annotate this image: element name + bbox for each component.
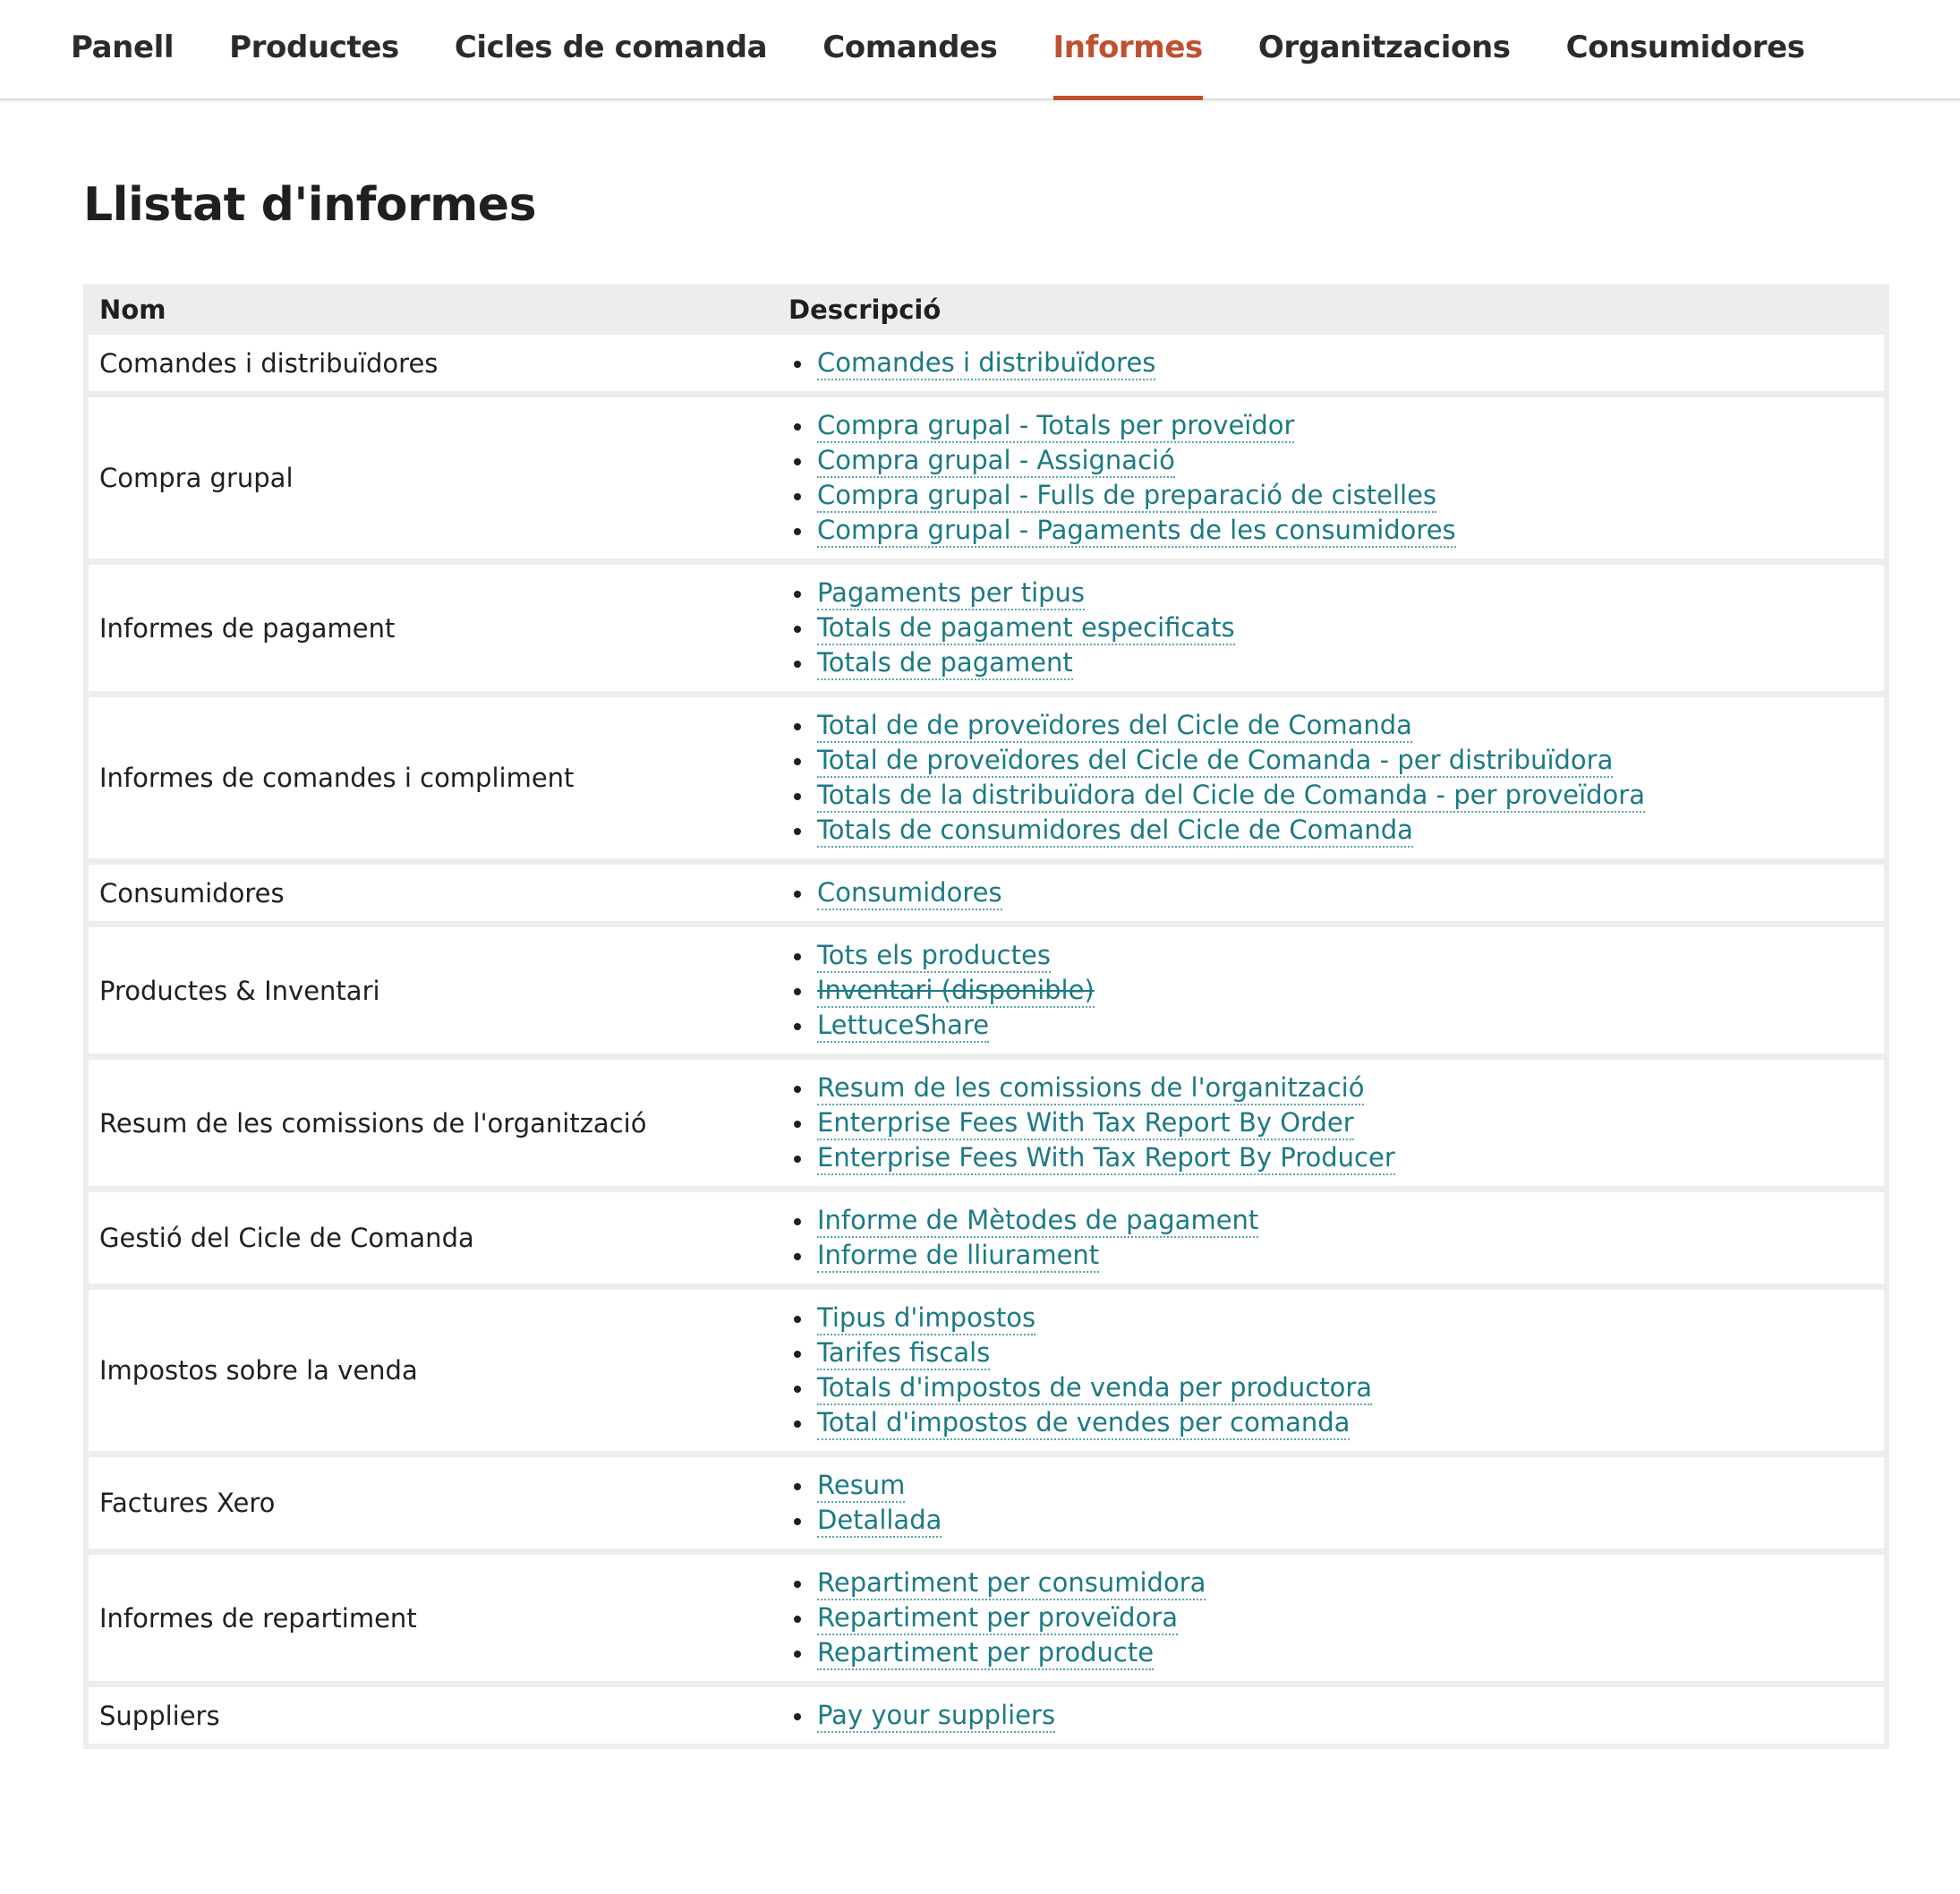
table-row xyxy=(89,1290,1884,1451)
report-link[interactable]: Totals de pagament especificats xyxy=(817,612,1235,645)
report-link[interactable]: Compra grupal - Pagaments de les consumidores xyxy=(817,515,1456,548)
list-item xyxy=(788,1468,1884,1503)
report-link-list xyxy=(788,1698,1884,1733)
report-link-list xyxy=(788,708,1884,848)
report-link[interactable]: Tots els productes xyxy=(817,940,1051,973)
list-item xyxy=(788,778,1884,813)
report-link-list xyxy=(788,875,1884,910)
list-item xyxy=(788,610,1884,645)
report-link[interactable]: Consumidores xyxy=(817,877,1002,910)
report-link[interactable]: Repartiment per proveïdora xyxy=(817,1602,1178,1635)
report-category-name: Compra grupal xyxy=(99,463,294,493)
report-link[interactable]: Comandes i distribuïdores xyxy=(817,347,1155,380)
report-links-cell xyxy=(788,875,1884,910)
report-links-cell xyxy=(788,408,1884,548)
table-row xyxy=(89,1555,1884,1681)
report-link[interactable]: Totals de consumidores del Cicle de Comanda xyxy=(817,815,1413,848)
report-category-name: Factures Xero xyxy=(99,1488,276,1518)
report-link[interactable]: Compra grupal - Fulls de preparació de cistelles xyxy=(817,480,1436,513)
report-link[interactable]: Inventari (disponible) xyxy=(817,975,1095,1008)
report-link[interactable]: Tarifes fiscals xyxy=(817,1337,990,1370)
report-link[interactable]: Pagaments per tipus xyxy=(817,577,1085,610)
nav-tab-informes[interactable]: Informes xyxy=(1053,0,1203,98)
report-link-list xyxy=(788,1071,1884,1175)
table-row xyxy=(89,397,1884,559)
list-item xyxy=(788,1105,1884,1140)
list-item xyxy=(788,1335,1884,1370)
table-header xyxy=(89,284,1884,335)
list-item xyxy=(788,1370,1884,1405)
table-body xyxy=(89,335,1884,1744)
list-item xyxy=(788,813,1884,848)
table-row xyxy=(89,1192,1884,1284)
report-link[interactable]: Totals de la distribuïdora del Cicle de Comanda - per proveïdora xyxy=(817,780,1645,813)
report-link[interactable]: Resum de les comissions de l'organització xyxy=(817,1072,1364,1105)
report-links-cell xyxy=(788,1566,1884,1670)
report-category-name: Informes de comandes i compliment xyxy=(99,763,575,793)
table-row xyxy=(89,865,1884,921)
list-item xyxy=(788,1405,1884,1440)
report-category-name: Informes de pagament xyxy=(99,612,396,644)
table-row xyxy=(89,927,1884,1054)
report-link-list xyxy=(788,938,1884,1043)
reports-table xyxy=(83,284,1889,1749)
report-link[interactable]: Compra grupal - Assignació xyxy=(817,445,1175,478)
table-row xyxy=(89,1457,1884,1548)
list-item xyxy=(788,1566,1884,1600)
list-item xyxy=(788,443,1884,478)
table-row xyxy=(89,1687,1884,1744)
report-link[interactable]: Pay your suppliers xyxy=(817,1700,1055,1733)
list-item xyxy=(788,875,1884,910)
report-link[interactable]: Totals d'impostos de venda per productora xyxy=(817,1372,1372,1405)
report-link-list xyxy=(788,346,1884,380)
report-link[interactable]: Total d'impostos de vendes per comanda xyxy=(817,1407,1350,1440)
report-link[interactable]: Enterprise Fees With Tax Report By Order xyxy=(817,1107,1354,1140)
nav-tab-comandes[interactable]: Comandes xyxy=(822,30,998,65)
report-link-list xyxy=(788,1301,1884,1440)
report-link-list xyxy=(788,1468,1884,1538)
report-links-cell xyxy=(788,708,1884,848)
report-links-cell xyxy=(788,1071,1884,1175)
list-item xyxy=(788,743,1884,778)
table-row xyxy=(89,565,1884,691)
report-category-name: Productes & Inventari xyxy=(99,975,380,1006)
table-row xyxy=(89,697,1884,858)
column-header-name: Nom xyxy=(99,294,166,325)
list-item xyxy=(788,1301,1884,1335)
report-link[interactable]: Total de de proveïdores del Cicle de Comanda xyxy=(817,710,1412,743)
list-item xyxy=(788,478,1884,513)
report-links-cell xyxy=(788,938,1884,1043)
nav-tab-productes[interactable]: Productes xyxy=(229,30,399,65)
report-links-cell xyxy=(788,1203,1884,1273)
list-item xyxy=(788,1140,1884,1175)
list-item xyxy=(788,1698,1884,1733)
list-item xyxy=(788,346,1884,380)
table-row xyxy=(89,335,1884,391)
list-item xyxy=(788,408,1884,443)
list-item xyxy=(788,1203,1884,1238)
nav-tab-organitzacions[interactable]: Organitzacions xyxy=(1257,30,1511,65)
report-links-cell xyxy=(788,1301,1884,1440)
report-links-cell xyxy=(788,1698,1884,1733)
report-link[interactable]: Enterprise Fees With Tax Report By Producer xyxy=(817,1142,1395,1175)
report-link[interactable]: Total de proveïdores del Cicle de Comanda - per distribuïdora xyxy=(817,745,1613,778)
report-link-list xyxy=(788,576,1884,680)
report-category-name: Suppliers xyxy=(99,1700,220,1731)
report-link[interactable]: Repartiment per producte xyxy=(817,1637,1154,1670)
nav-tab-cicles-de-comanda[interactable]: Cicles de comanda xyxy=(454,30,768,65)
list-item xyxy=(788,1008,1884,1043)
list-item xyxy=(788,1600,1884,1635)
list-item xyxy=(788,708,1884,743)
list-item xyxy=(788,1238,1884,1273)
report-category-name: Gestió del Cicle de Comanda xyxy=(99,1223,474,1253)
report-link[interactable]: Informe de Mètodes de pagament xyxy=(817,1205,1258,1238)
list-item xyxy=(788,1635,1884,1670)
report-category-name: Consumidores xyxy=(99,877,285,909)
top-navigation xyxy=(0,0,1960,100)
list-item xyxy=(788,576,1884,610)
report-category-name: Comandes i distribuïdores xyxy=(99,347,439,379)
table-row xyxy=(89,1060,1884,1186)
report-link[interactable]: Totals de pagament xyxy=(817,647,1073,680)
report-links-cell xyxy=(788,576,1884,680)
report-link-list xyxy=(788,1203,1884,1273)
list-item xyxy=(788,973,1884,1008)
report-link[interactable]: Repartiment per consumidora xyxy=(817,1567,1206,1600)
report-category-name: Impostos sobre la venda xyxy=(99,1355,418,1386)
report-links-cell xyxy=(788,346,1884,380)
report-link[interactable]: Compra grupal - Totals per proveïdor xyxy=(817,410,1294,443)
list-item xyxy=(788,513,1884,548)
report-link[interactable]: LettuceShare xyxy=(817,1010,989,1043)
column-header-description: Descripció xyxy=(788,294,942,325)
list-item xyxy=(788,938,1884,973)
nav-tab-consumidores[interactable]: Consumidores xyxy=(1565,30,1805,65)
report-link-list xyxy=(788,408,1884,548)
list-item xyxy=(788,645,1884,680)
report-link[interactable]: Resum xyxy=(817,1470,905,1503)
report-link[interactable]: Tipus d'impostos xyxy=(817,1302,1035,1335)
report-category-name: Resum de les comissions de l'organització xyxy=(99,1107,647,1139)
list-item xyxy=(788,1503,1884,1538)
nav-tab-panell[interactable]: Panell xyxy=(71,30,175,65)
report-category-name: Informes de repartiment xyxy=(99,1602,417,1634)
list-item xyxy=(788,1071,1884,1105)
report-link[interactable]: Informe de lliurament xyxy=(817,1240,1099,1273)
report-link-list xyxy=(788,1566,1884,1670)
report-links-cell xyxy=(788,1468,1884,1538)
report-link[interactable]: Detallada xyxy=(817,1505,942,1538)
page-title: Llistat d'informes xyxy=(83,178,537,232)
